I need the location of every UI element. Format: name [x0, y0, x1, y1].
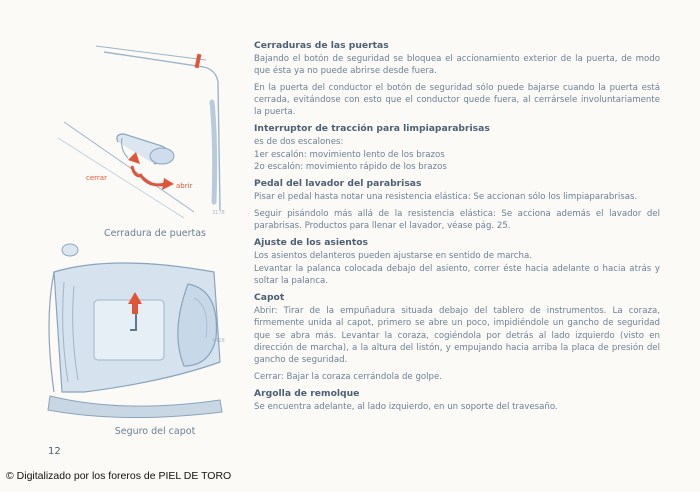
door-lock-illustration	[44, 42, 234, 222]
scan-credit: © Digitalizado por los foreros de PIEL DE TORO	[6, 470, 232, 482]
section-title: Ajuste de los asientos	[254, 237, 368, 249]
caption-door-lock: Cerradura de puertas	[104, 228, 206, 239]
section-title: Argolla de remolque	[254, 387, 360, 399]
paragraph: Se encuentra adelante, al lado izquierdo, en un soporte del travesaño.	[254, 401, 558, 412]
hood-latch-illustration	[44, 242, 234, 422]
paragraph: Pisar el pedal hasta notar una resistencia elástica: Se accionan sólo los limpiaparabrisas.	[254, 192, 638, 203]
paragraph: es de dos escalones:	[254, 137, 344, 148]
section-title: Interruptor de tracción para limpiaparabrisas	[254, 123, 490, 135]
section-door-locks	[254, 40, 660, 118]
figure-ref-2: 4418	[212, 338, 225, 344]
paragraph: Bajando el botón de seguridad se bloquea el accionamiento exterior de la puerta, de modo que ésta ya no puede abrirse desde fuera.	[254, 54, 660, 77]
paragraph: Seguir pisándolo más allá de la resistencia elástica: Se acciona además el lavador del parabrisas. Productos para llenar el lavador, véase pág. 25.	[254, 208, 660, 231]
paragraph: Los asientos delanteros pueden ajustarse en sentido de marcha.	[254, 251, 532, 262]
section-title: Pedal del lavador del parabrisas	[254, 178, 422, 190]
paragraph: 1er escalón: movimiento lento de los brazos	[254, 149, 445, 160]
section-hood	[254, 292, 660, 383]
section-title: Cerraduras de las puertas	[254, 40, 389, 51]
section-washer-pedal	[254, 178, 660, 232]
paragraph: En la puerta del conductor el botón de seguridad sólo puede bajarse cuando la puerta está cerrada, evitándose con esto que el conductor quede fuera, al cerrársele involuntariamente la puerta.	[254, 82, 660, 118]
section-title: Capot	[254, 292, 285, 304]
label-abrir: abrir	[176, 182, 193, 190]
figure-ref-1: 3178	[212, 210, 225, 216]
paragraph: 2o escalón: movimiento rápido de los brazos	[254, 162, 447, 173]
label-cerrar: cerrar	[86, 174, 107, 182]
page-number: 12	[48, 446, 61, 457]
section-seat-adjust	[254, 237, 660, 287]
caption-hood-latch: Seguro del capot	[114, 426, 196, 437]
section-wiper-switch	[254, 123, 660, 173]
paragraph: Levantar la palanca colocada debajo del asiento, correr éste hacia adelante o hacia atrás y soltar la palanca.	[254, 263, 660, 286]
section-tow-hook	[254, 388, 660, 413]
paragraph: Abrir: Tirar de la empuñadura situada debajo del tablero de instrumentos. La coraza, firmemente unida al capot, primero se abre un poco, impidiéndole un gancho de seguridad que se abra más. Levantar la coraza, cogiéndola por detrás al lado izquierdo (visto en dirección de marcha), a la altura del listón, y empujando hacia arriba la placa de presión del gancho de seguridad.	[254, 306, 660, 366]
paragraph: Cerrar: Bajar la coraza cerrándola de golpe.	[254, 371, 443, 382]
text-column	[254, 40, 660, 418]
